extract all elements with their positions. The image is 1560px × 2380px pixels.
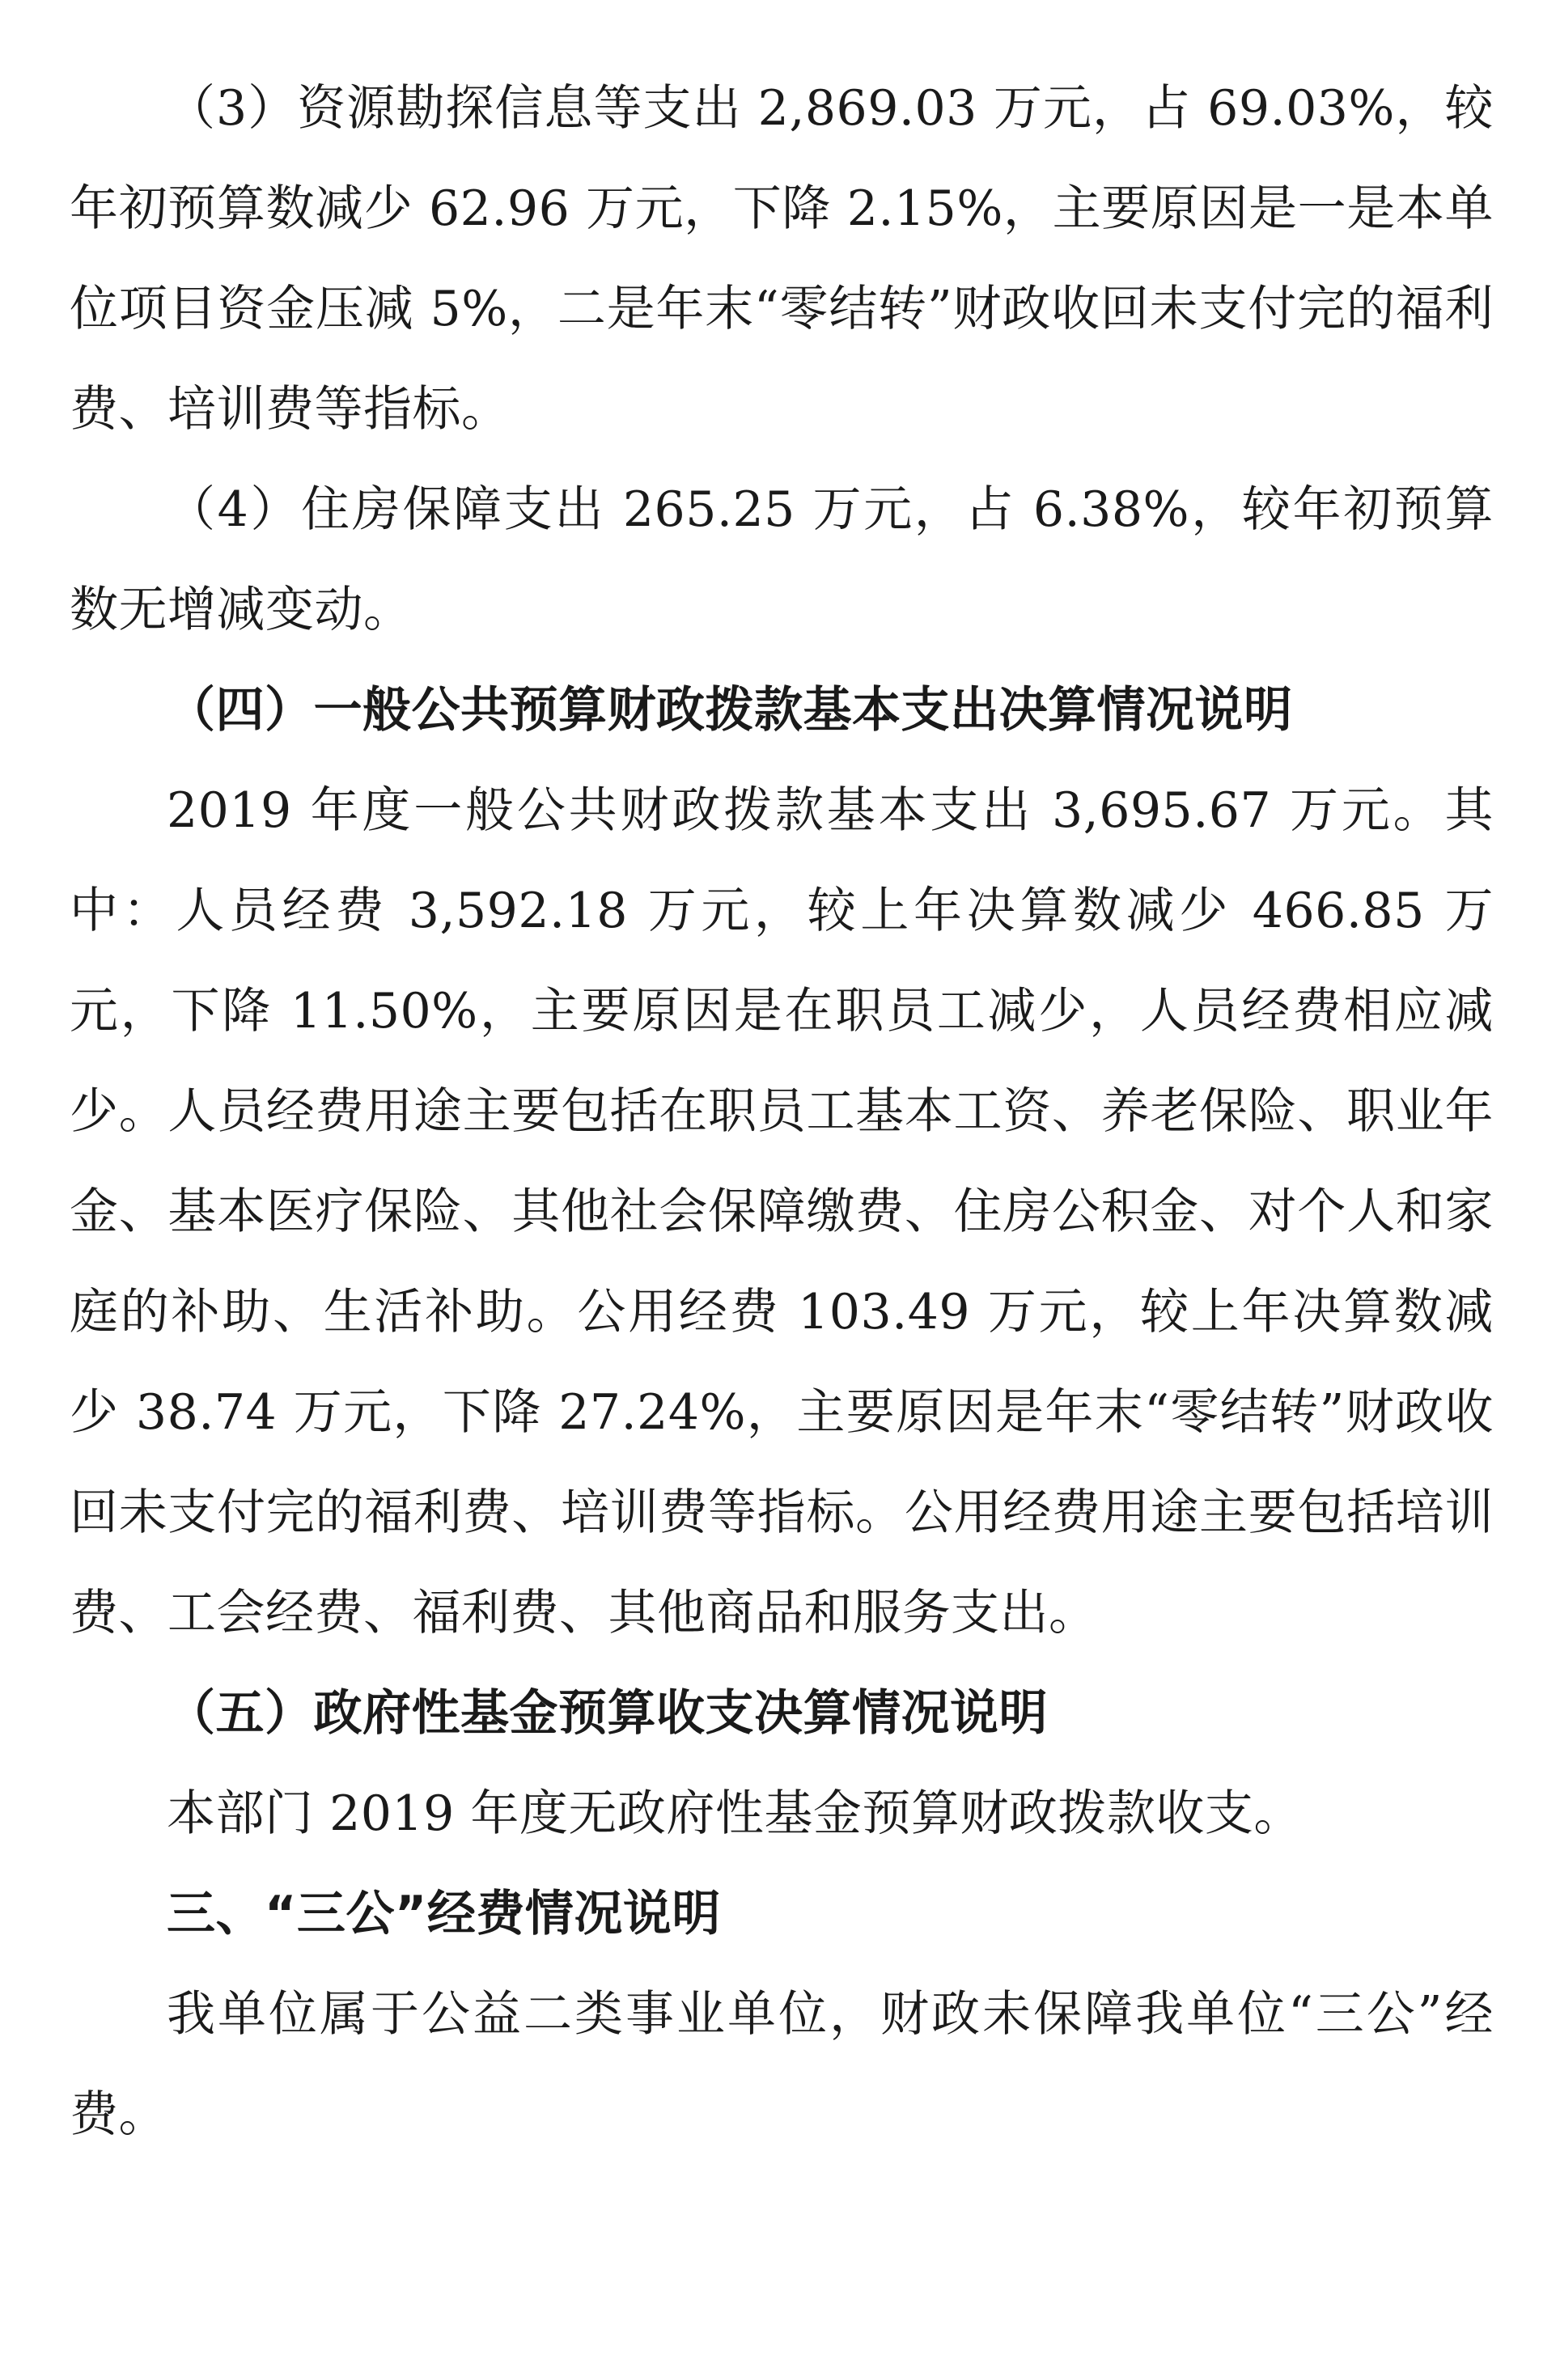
para-basic-expenditure: 2019 年度一般公共财政拨款基本支出 3,695.67 万元。其中：人员经费 3,592.18 万元，较上年决算数减少 466.85 万元，下降 11.50%，主要原因是在职员工减少，人员经费相应减少。人员经费用途主要包括在职员工基本工资、养老保险、职业年金、基本医疗保险、其他社会保障缴费、住房公积金、对个人和家庭的补助、生活补助。公用经费 103.49 万元，较上年决算数减少 38.74 万元，下降 27.24%，主要原因是年末“零结转”财政收回未支付完的福利费、培训费等指标。公用经费用途主要包括培训费、工会经费、福利费、其他商品和服务支出。 <box>70 782 1494 1641</box>
document-page <box>70 58 1494 2165</box>
heading-three-public: 三、“三公”经费情况说明 <box>167 1886 721 1942</box>
heading-government-fund: （五）政府性基金预算收支决算情况说明 <box>167 1685 1048 1742</box>
para-three-public: 我单位属于公益二类事业单位，财政未保障我单位“三公”经费。 <box>70 1986 1494 2143</box>
para-housing: （4）住房保障支出 265.25 万元，占 6.38%，较年初预算数无增减变动。 <box>70 481 1494 638</box>
para-government-fund: 本部门 2019 年度无政府性基金预算财政拨款收支。 <box>167 1785 1303 1842</box>
heading-general-public-basic: （四）一般公共预算财政拨款基本支出决算情况说明 <box>167 682 1293 739</box>
para-resource-survey: （3）资源勘探信息等支出 2,869.03 万元，占 69.03%，较年初预算数减少 62.96 万元，下降 2.15%，主要原因是一是本单位项目资金压减 5%，二是年末“零结转”财政收回未支付完的福利费、培训费等指标。 <box>70 80 1494 438</box>
